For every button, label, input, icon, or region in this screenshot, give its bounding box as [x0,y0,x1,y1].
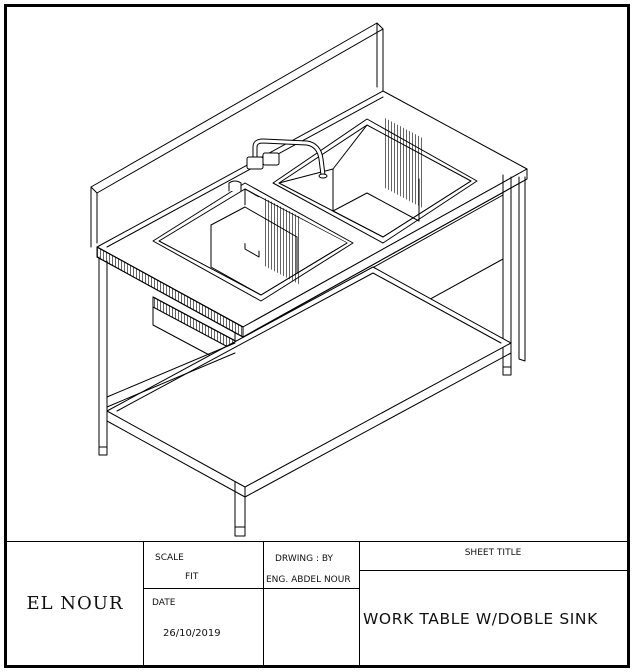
company-name: EL NOUR [26,593,124,614]
divider [143,588,359,589]
sink-isometric-drawing [7,7,627,547]
sheet-title-value: WORK TABLE W/DOBLE SINK [363,610,598,628]
undershelf [107,267,511,497]
sheet-title-label: SHEET TITLE [464,548,522,558]
drawn-by-value: ENG. ABDEL NOUR [266,575,351,585]
divider [359,570,627,571]
divider [359,542,360,665]
scale-value: FIT [185,572,199,582]
divider [263,542,264,665]
date-label: DATE [152,598,176,608]
scale-label: SCALE [155,553,184,563]
title-block [7,541,627,665]
divider [143,542,144,665]
drawing-sheet [4,4,630,668]
date-value: 26/10/2019 [163,628,221,639]
drawn-by-label: DRWING : BY [275,554,334,564]
